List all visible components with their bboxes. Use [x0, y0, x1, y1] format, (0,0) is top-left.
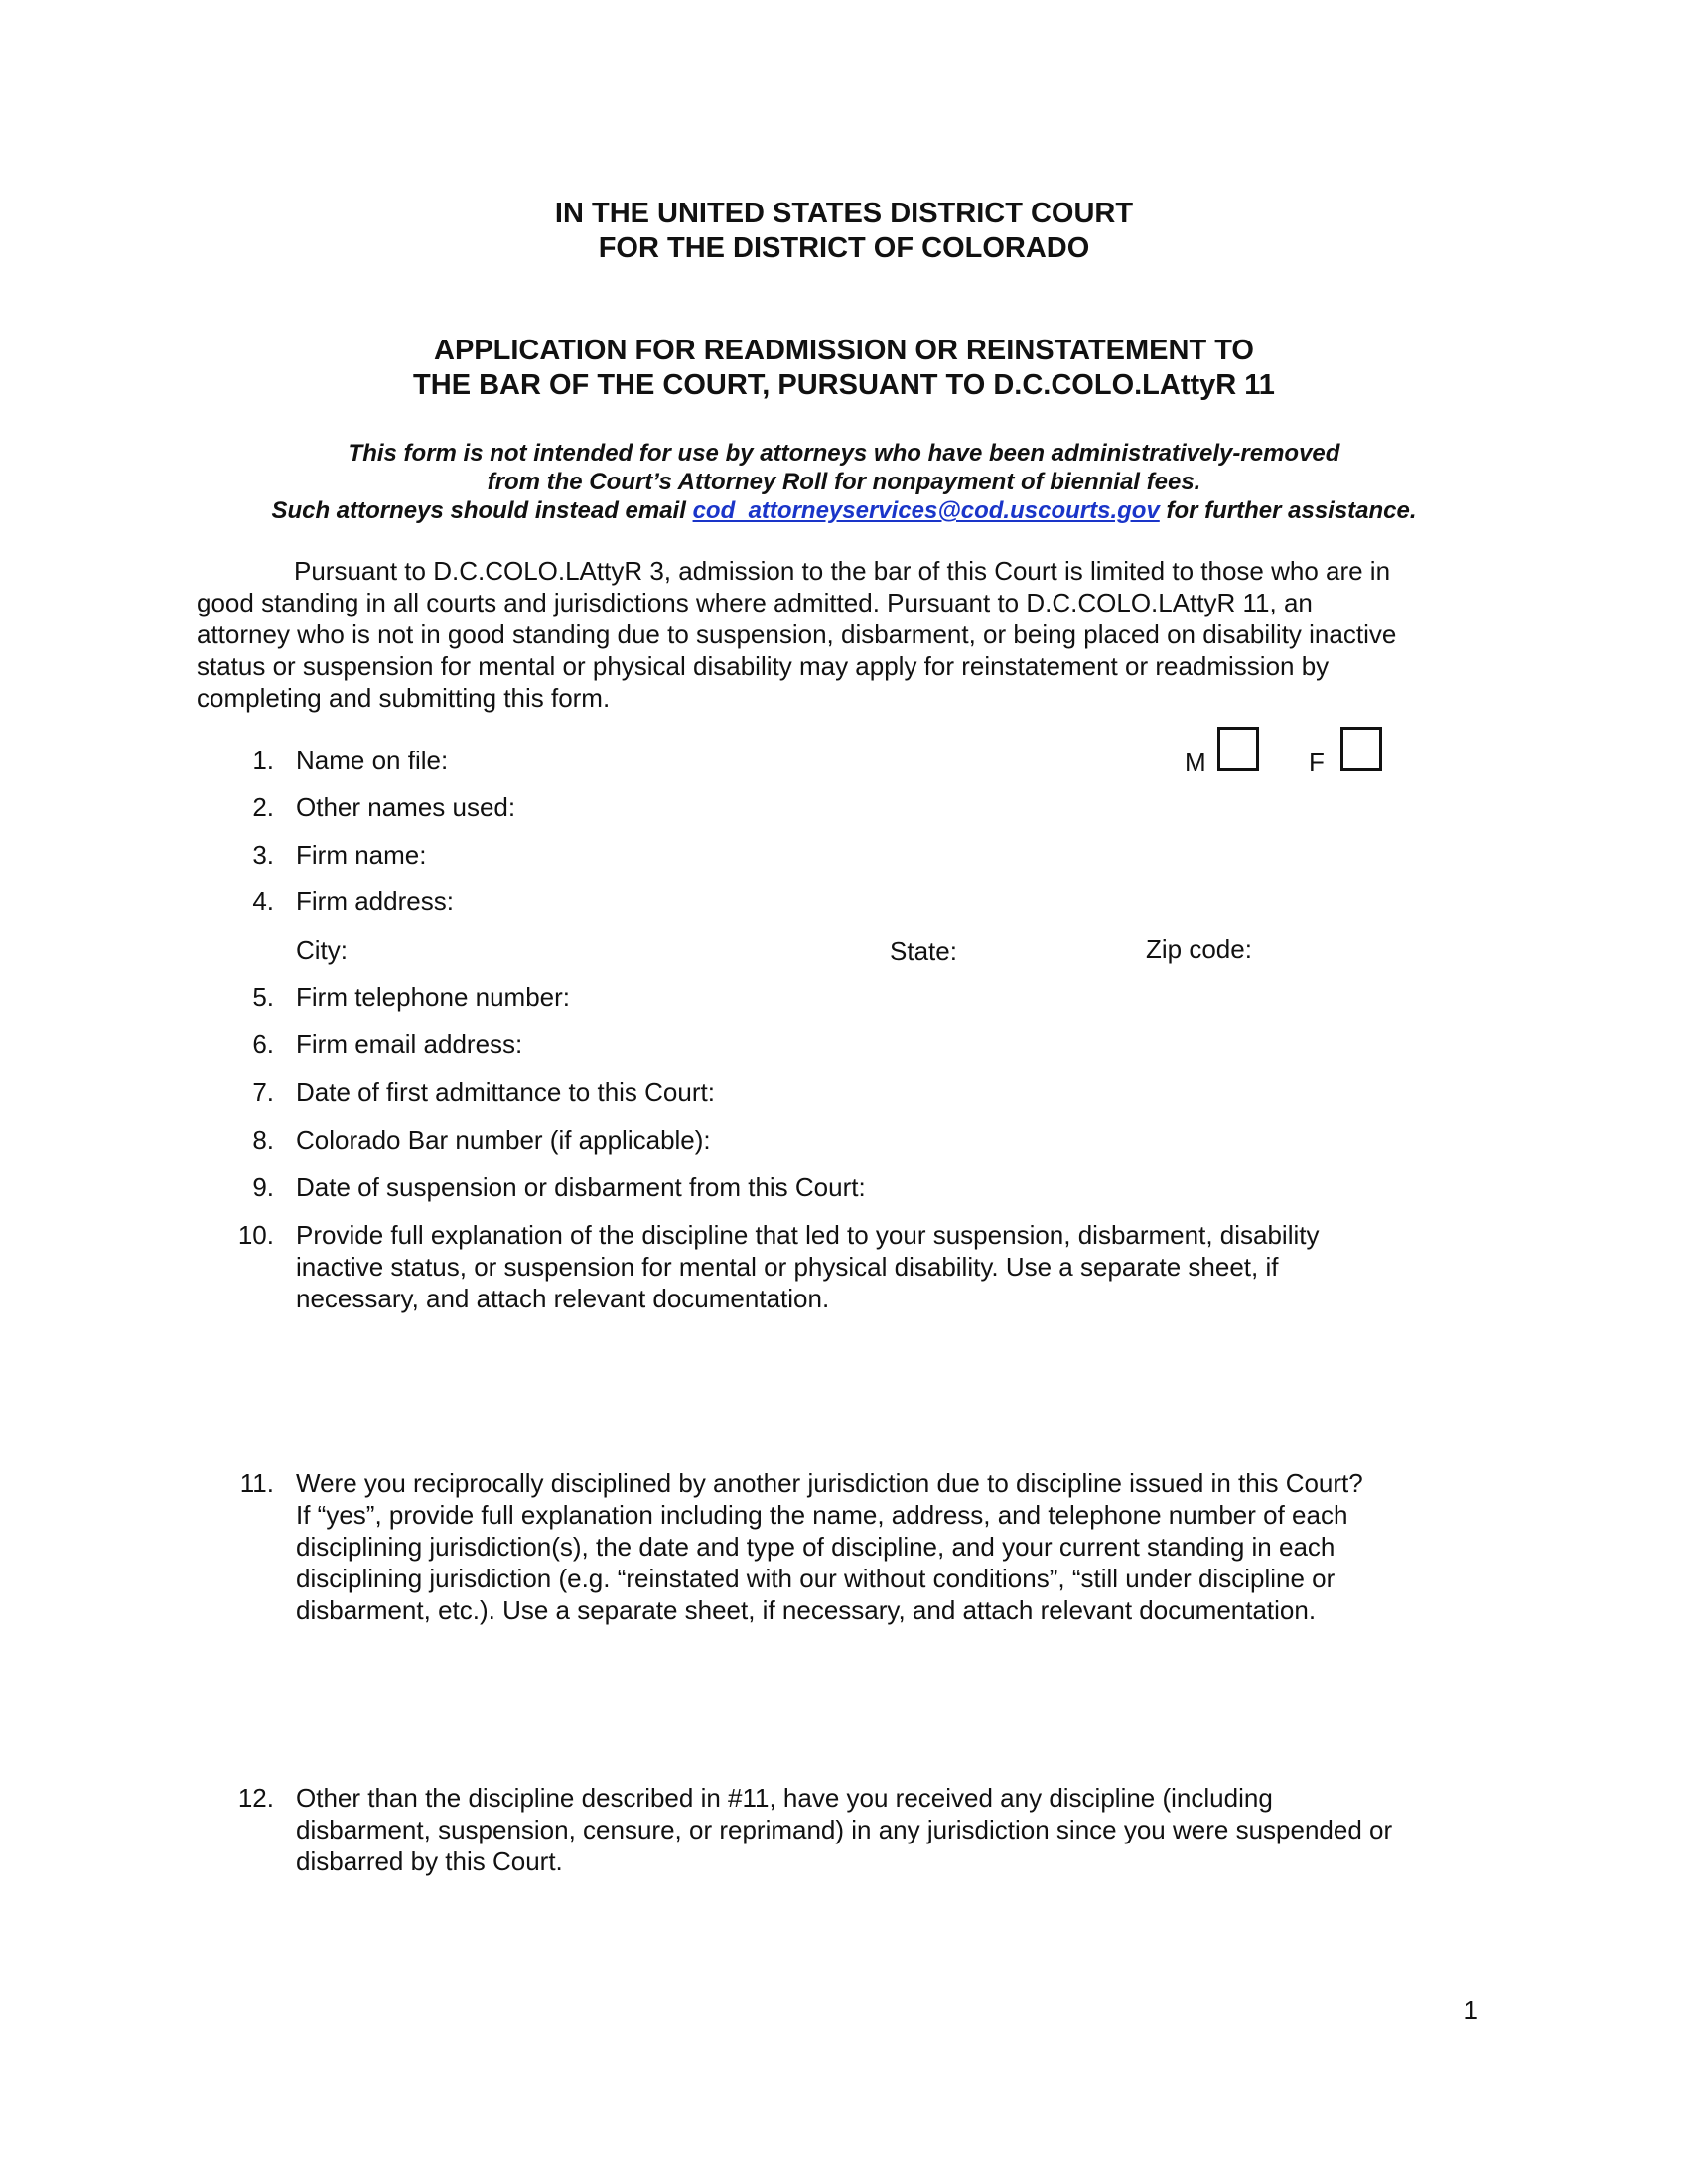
item-number: 5.	[252, 982, 274, 1012]
item-text	[296, 1467, 1468, 1626]
notice-suffix: for further assistance.	[1159, 497, 1417, 524]
item-text-line: disciplining jurisdiction (e.g. “reinstated with our without conditions”, “still under discipline or	[296, 1564, 1336, 1593]
court-line-1: IN THE UNITED STATES DISTRICT COURT	[554, 198, 1134, 229]
item-number: 8.	[252, 1125, 274, 1155]
notice-line-2: from the Court’s Attorney Roll for nonpayment of biennial fees.	[487, 469, 1201, 495]
intro-line-5: completing and submitting this form.	[197, 683, 611, 713]
item-number: 2.	[252, 792, 274, 822]
item-text-line: If “yes”, provide full explanation including the name, address, and telephone number of each	[296, 1500, 1348, 1530]
item-label: Firm telephone number:	[296, 982, 571, 1012]
intro-line-4: status or suspension for mental or physical disability may apply for reinstatement or readmission by	[197, 651, 1330, 681]
item-text	[296, 1782, 1468, 1877]
notice-line-3	[0, 496, 1688, 525]
item-number: 4.	[252, 887, 274, 916]
zip-code-label: Zip code:	[1146, 934, 1252, 964]
item-number: 7.	[252, 1077, 274, 1107]
notice-prefix: Such attorneys should instead email	[271, 497, 693, 524]
item-number: 9.	[252, 1172, 274, 1202]
item-number: 11.	[239, 1468, 274, 1498]
item-label: Name on file:	[296, 746, 449, 775]
item-number: 1.	[252, 746, 274, 775]
item-text-line: Were you reciprocally disciplined by another jurisdiction due to discipline issued in this Court?	[296, 1468, 1363, 1498]
item-label: Firm name:	[296, 840, 427, 870]
court-line-2: FOR THE DISTRICT OF COLORADO	[598, 232, 1090, 264]
item-number: 3.	[252, 840, 274, 870]
item-label: Firm address:	[296, 887, 454, 916]
item-number: 12.	[237, 1783, 274, 1813]
notice-line-1: This form is not intended for use by attorneys who have been administratively-removed	[348, 440, 1340, 467]
page-number: 1	[1463, 1995, 1477, 2025]
notice	[0, 439, 1688, 525]
intro-paragraph	[197, 555, 1497, 714]
item-text-line: disbarred by this Court.	[296, 1846, 563, 1876]
city-label: City:	[296, 935, 348, 965]
gender-m-checkbox[interactable]	[1217, 727, 1259, 771]
item-text-line: disciplining jurisdiction(s), the date and type of discipline, and your current standing in each	[296, 1532, 1336, 1562]
item-text	[296, 1219, 1468, 1314]
intro-line-1: Pursuant to D.C.COLO.LAttyR 3, admission to the bar of this Court is limited to those who are in	[294, 556, 1391, 586]
item-text-line: Provide full explanation of the discipline that led to your suspension, disbarment, disability	[296, 1220, 1320, 1250]
item-text-line: inactive status, or suspension for mental or physical disability. Use a separate sheet, if	[296, 1252, 1279, 1282]
intro-line-2: good standing in all courts and jurisdictions where admitted. Pursuant to D.C.COLO.LAttyR 11, an	[197, 588, 1313, 617]
intro-line-3: attorney who is not in good standing due to suspension, disbarment, or being placed on disability inactive	[197, 619, 1397, 649]
gender-f-checkbox[interactable]	[1340, 727, 1382, 771]
item-number: 6.	[252, 1029, 274, 1059]
item-label: Firm email address:	[296, 1029, 523, 1059]
application-title	[0, 334, 1688, 403]
item-label: Other names used:	[296, 792, 516, 822]
email-link[interactable]: cod_attorneyservices@cod.uscourts.gov	[692, 497, 1160, 524]
gender-f-label: F	[1309, 748, 1325, 777]
item-label: Date of suspension or disbarment from this Court:	[296, 1172, 866, 1202]
item-label: Date of first admittance to this Court:	[296, 1077, 715, 1107]
item-text-line: disbarment, suspension, censure, or reprimand) in any jurisdiction since you were suspended or	[296, 1815, 1393, 1844]
item-text-line: disbarment, etc.). Use a separate sheet, if necessary, and attach relevant documentation.	[296, 1595, 1317, 1625]
item-number: 10.	[237, 1220, 274, 1250]
item-text-line: Other than the discipline described in #11, have you received any discipline (including	[296, 1783, 1273, 1813]
item-text-line: necessary, and attach relevant documentation.	[296, 1284, 830, 1313]
state-label: State:	[890, 936, 957, 966]
item-label: Colorado Bar number (if applicable):	[296, 1125, 711, 1155]
court-heading	[0, 197, 1688, 266]
gender-m-label: M	[1185, 748, 1206, 777]
title-line-1: APPLICATION FOR READMISSION OR REINSTATEMENT TO	[434, 335, 1254, 366]
title-line-2: THE BAR OF THE COURT, PURSUANT TO D.C.COLO.LAttyR 11	[413, 369, 1275, 401]
